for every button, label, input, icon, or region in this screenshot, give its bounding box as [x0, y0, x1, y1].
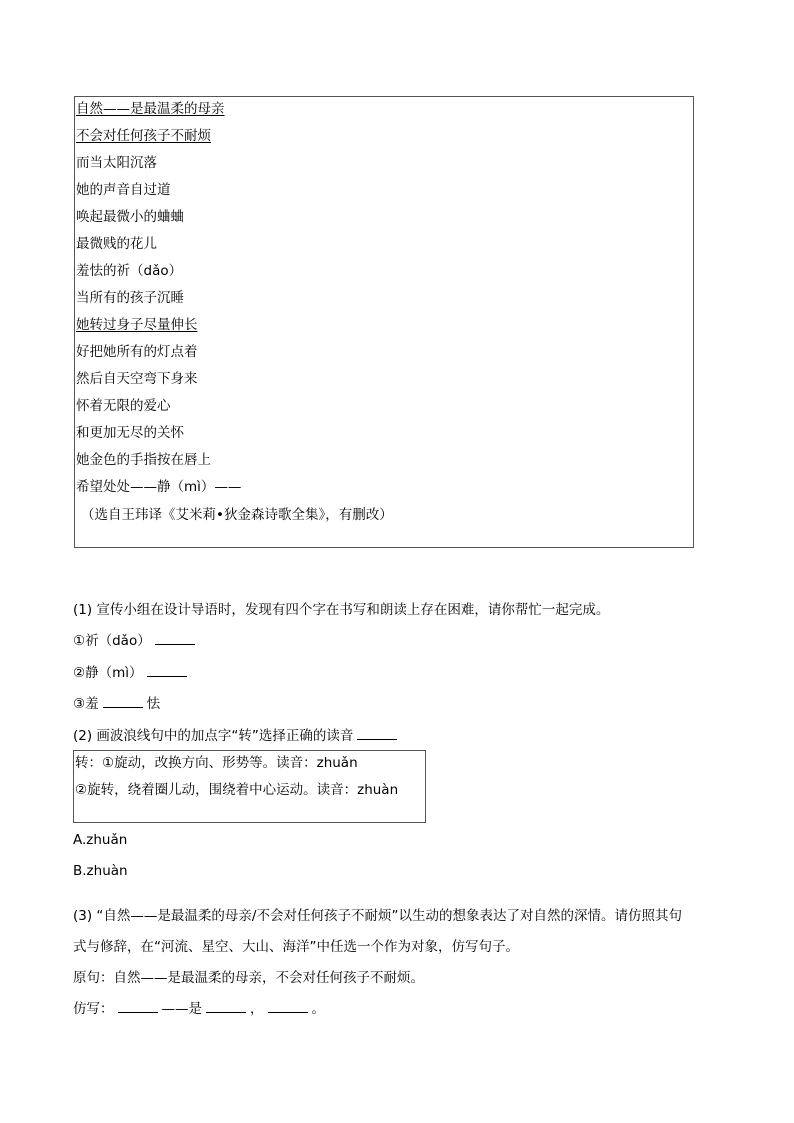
- option-a[interactable]: A.zhuǎn: [73, 832, 128, 848]
- question-2-prompt: [73, 726, 401, 746]
- item-1-label: ①祈（dǎo）: [73, 633, 151, 649]
- item-2-label: ②静（mì）: [73, 665, 143, 681]
- poem-line-11: 然后自天空弯下身来: [76, 371, 198, 387]
- poem-box: [74, 96, 694, 548]
- poem-line-4: 她的声音自过道: [76, 182, 171, 198]
- definition-1: 转：①旋动，改换方向、形势等。读音：zhuǎn: [75, 755, 358, 771]
- imitation-line: [73, 999, 325, 1019]
- answer-blank[interactable]: [268, 1000, 308, 1013]
- answer-blank[interactable]: [155, 632, 195, 645]
- dash-is: ——是: [161, 1001, 202, 1017]
- poem-line-14: 她金色的手指按在唇上: [76, 452, 211, 468]
- question-3-prompt-line-1: (3) “自然——是最温柔的母亲/不会对任何孩子不耐烦”以生动的想象表达了对自然的深情。请仿照其句: [73, 908, 682, 924]
- poem-line-15: 希望处处——静（mì）——: [76, 479, 242, 495]
- period: 。: [311, 1001, 325, 1017]
- poem-line-8: 当所有的孩子沉睡: [76, 290, 184, 306]
- poem-line-5: 唤起最微小的蛐蛐: [76, 209, 184, 225]
- poem-source: （选自王玮译《艾米莉•狄金森诗歌全集》，有删改）: [81, 507, 393, 523]
- definition-box: [73, 750, 426, 823]
- poem-line-7: 羞怯的祈（dǎo）: [76, 263, 183, 279]
- comma: ，: [250, 1001, 264, 1017]
- item-3-post: 怯: [146, 696, 161, 712]
- question-1-prompt: (1) 宣传小组在设计导语时，发现有四个字在书写和朗读上存在困难，请你帮忙一起完成。: [73, 602, 610, 618]
- poem-line-2: 不会对任何孩子不耐烦: [76, 128, 211, 144]
- answer-blank[interactable]: [147, 664, 187, 677]
- item-3-pre: ③羞: [73, 696, 99, 712]
- answer-blank[interactable]: [206, 1000, 246, 1013]
- question-1-item-2: [73, 663, 191, 683]
- poem-line-3: 而当太阳沉落: [76, 155, 157, 171]
- poem-line-1: 自然——是最温柔的母亲: [76, 101, 225, 117]
- question-1-item-3: [73, 694, 160, 714]
- definition-2: ②旋转，绕着圈儿动，围绕着中心运动。读音：zhuàn: [75, 782, 399, 798]
- imitate-label: 仿写：: [73, 1001, 114, 1017]
- poem-line-12: 怀着无限的爱心: [76, 398, 171, 414]
- poem-line-13: 和更加无尽的关怀: [76, 425, 184, 441]
- answer-blank[interactable]: [103, 695, 143, 708]
- answer-blank[interactable]: [357, 727, 397, 740]
- option-b[interactable]: B.zhuàn: [73, 863, 128, 879]
- question-1-item-1: [73, 631, 199, 651]
- answer-blank[interactable]: [118, 1000, 158, 1013]
- question-2-text: (2) 画波浪线句中的加点字“转”选择正确的读音: [73, 728, 354, 744]
- question-3-prompt-line-2: 式与修辞，在“河流、星空、大山、海洋”中任选一个作为对象，仿写句子。: [73, 939, 519, 955]
- original-sentence: 原句：自然——是最温柔的母亲，不会对任何孩子不耐烦。: [73, 970, 424, 986]
- poem-line-9: 她转过身子尽量伸长: [76, 317, 198, 333]
- poem-line-10: 好把她所有的灯点着: [76, 344, 198, 360]
- poem-line-6: 最微贱的花儿: [76, 236, 157, 252]
